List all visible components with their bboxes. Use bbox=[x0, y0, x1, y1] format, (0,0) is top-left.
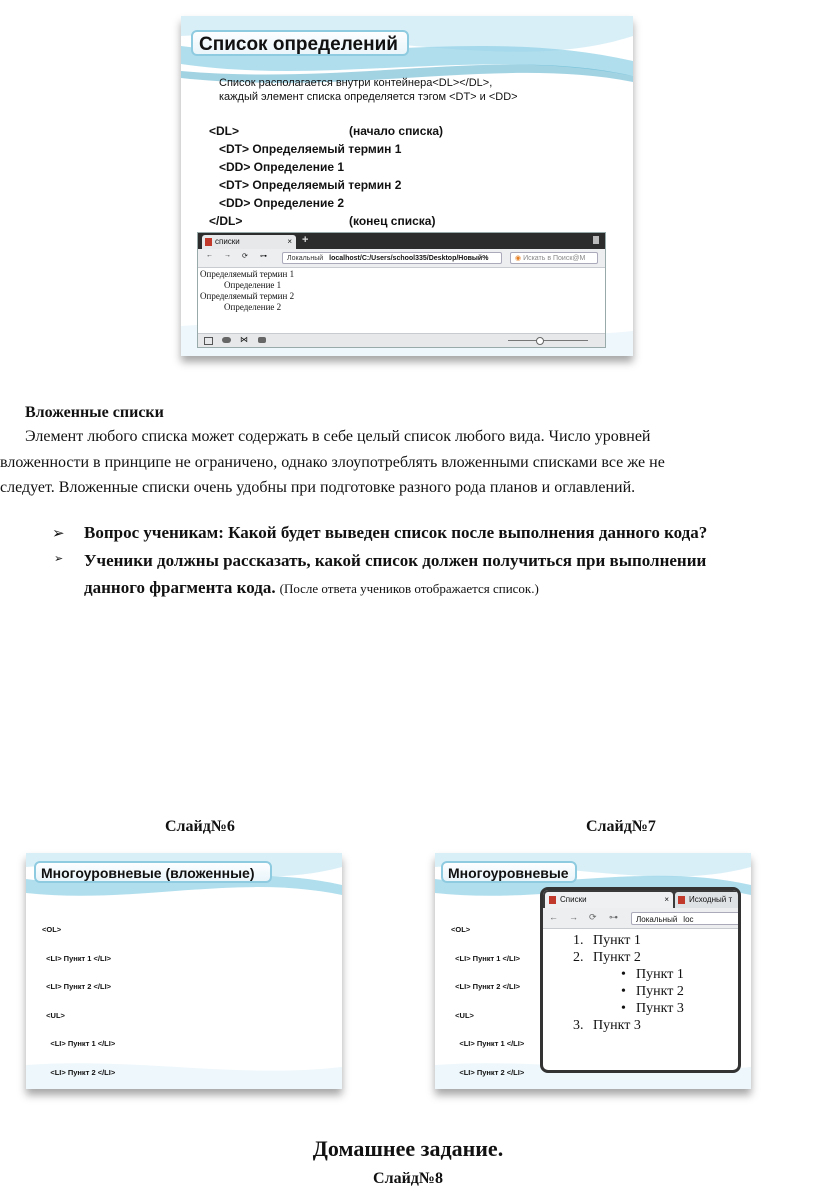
browser-tab[interactable] bbox=[675, 892, 741, 908]
list-marker: • bbox=[621, 967, 626, 982]
status-bar bbox=[198, 333, 605, 347]
nav-bar bbox=[543, 908, 738, 929]
page-icon bbox=[678, 896, 685, 904]
slide-label: Слайд№8 bbox=[373, 1170, 443, 1187]
code-block bbox=[209, 122, 609, 230]
slide-title: Многоуровневые (вложенные) bbox=[34, 861, 272, 883]
list-item bbox=[543, 966, 738, 983]
code-text: </DL> bbox=[209, 214, 243, 228]
browser-window bbox=[197, 232, 606, 348]
slide-definition-list bbox=[181, 16, 633, 356]
list-item bbox=[543, 1000, 738, 1017]
tab-label: списки bbox=[215, 237, 240, 246]
arrow-bullet-icon: ➢ bbox=[54, 553, 64, 565]
section-heading: Вложенные списки bbox=[25, 404, 164, 421]
code-text: <DD> Определение 1 bbox=[219, 160, 345, 174]
page-content bbox=[200, 269, 294, 313]
page-icon bbox=[549, 896, 556, 904]
paragraph-line: следует. Вложенные списки очень удобны при подготовке разного рода планов и оглавлений. bbox=[0, 479, 636, 496]
list-marker: 1. bbox=[573, 933, 584, 948]
page-content bbox=[543, 932, 738, 1034]
reload-icon[interactable]: ⟳ bbox=[242, 253, 248, 260]
code-line bbox=[209, 194, 609, 212]
nav-bar bbox=[198, 249, 605, 268]
code-text: <DT> Определяемый термин 1 bbox=[219, 142, 402, 156]
code-line bbox=[209, 158, 609, 176]
list-marker: • bbox=[621, 984, 626, 999]
zoom-slider[interactable] bbox=[508, 340, 588, 341]
browser-tab[interactable] bbox=[545, 892, 673, 908]
code-line: <OL> bbox=[451, 925, 471, 934]
key-icon[interactable]: ⊶ bbox=[609, 912, 618, 922]
browser-tab[interactable] bbox=[202, 235, 296, 249]
slide-label: Слайд№6 bbox=[165, 818, 235, 835]
code-line: <OL> bbox=[42, 925, 62, 934]
address-bar[interactable] bbox=[282, 252, 502, 264]
slide-title: Список определений bbox=[191, 30, 409, 56]
slide-nested-lists-result bbox=[435, 853, 751, 1089]
code-line: <LI> Пункт 2 </LI> bbox=[42, 982, 112, 991]
list-item bbox=[543, 983, 738, 1000]
slide-title: Многоуровневые bbox=[441, 861, 577, 883]
share-icon[interactable]: ⋈ bbox=[240, 335, 248, 344]
tab-label: Исходный т bbox=[689, 895, 733, 904]
list-item-text: Пункт 2 bbox=[636, 984, 684, 999]
list-marker: • bbox=[621, 1001, 626, 1016]
dt-line: Определяемый термин 1 bbox=[200, 269, 295, 279]
code-line: <LI> Пункт 1 </LI> bbox=[42, 1039, 116, 1048]
slide-nested-lists-code bbox=[26, 853, 342, 1089]
dd-line: Определение 1 bbox=[224, 280, 282, 290]
tab-bar bbox=[198, 233, 605, 249]
list-item-text: Пункт 2 bbox=[593, 950, 641, 965]
dd-line: Определение 2 bbox=[224, 302, 282, 312]
code-line: <LI> Пункт 2 </LI> bbox=[451, 982, 521, 991]
code-line: <LI> Пункт 1 </LI> bbox=[42, 953, 112, 963]
question-text: Вопрос ученикам: Какой будет выведен список после выполнения данного кода? bbox=[84, 523, 708, 542]
reload-icon[interactable]: ⟳ bbox=[589, 912, 597, 922]
list-marker: 3. bbox=[573, 1018, 584, 1033]
code-line: <LI> Пункт 1 </LI> bbox=[451, 953, 521, 963]
page-icon bbox=[205, 238, 212, 246]
description-line: каждый элемент списка определяется тэгом <DT> и <DD> bbox=[219, 91, 518, 103]
paragraph-line: вложенности в принципе не ограничено, однако злоупотреблять вложенными списками все же не bbox=[0, 454, 665, 471]
forward-icon[interactable]: → bbox=[224, 252, 231, 259]
list-item-text: Пункт 3 bbox=[593, 1018, 641, 1033]
menu-icon[interactable] bbox=[593, 236, 599, 244]
close-icon[interactable]: × bbox=[664, 895, 669, 904]
code-line bbox=[209, 176, 609, 194]
site-identity-label: Локальный bbox=[636, 915, 678, 924]
list-item bbox=[543, 932, 738, 949]
list-marker: 2. bbox=[573, 950, 584, 965]
cloud-icon[interactable] bbox=[222, 337, 231, 343]
code-text: <DD> Определение 2 bbox=[219, 196, 345, 210]
code-line: <UL> bbox=[42, 1010, 65, 1020]
new-tab-button[interactable]: + bbox=[302, 234, 309, 246]
code-line bbox=[209, 212, 609, 230]
code-line: <UL> bbox=[451, 1010, 474, 1020]
url-text: loc bbox=[683, 915, 694, 924]
code-line bbox=[209, 122, 609, 140]
slide-label: Слайд№7 bbox=[586, 818, 656, 835]
search-icon: ◉ bbox=[515, 255, 522, 262]
address-bar[interactable] bbox=[631, 912, 741, 925]
code-line: <LI> Пункт 2 </LI> bbox=[451, 1067, 525, 1077]
question-text-line2 bbox=[84, 578, 539, 598]
url-text: localhost/C:/Users/school335/Desktop/Новый% bbox=[329, 255, 489, 262]
code-text: <DT> Определяемый термин 2 bbox=[219, 178, 402, 192]
back-icon[interactable]: ← bbox=[549, 912, 558, 922]
description-line: Список располагается внутри контейнера<DL></DL>, bbox=[219, 77, 493, 89]
list-item-text: Пункт 3 bbox=[636, 1001, 684, 1016]
key-icon[interactable]: ⊶ bbox=[260, 253, 267, 260]
code-comment: (начало списка) bbox=[349, 124, 444, 138]
code-line bbox=[209, 140, 609, 158]
arrow-bullet-icon: ➢ bbox=[52, 526, 65, 542]
addon-icon[interactable] bbox=[204, 337, 213, 345]
list-item bbox=[543, 1017, 738, 1034]
dt-line: Определяемый термин 2 bbox=[200, 291, 295, 301]
question-text: Ученики должны рассказать, какой список должен получиться при выполнении bbox=[84, 551, 707, 570]
question-text: данного фрагмента кода. bbox=[84, 578, 276, 597]
search-box[interactable] bbox=[510, 252, 598, 264]
code-block bbox=[42, 906, 115, 1089]
homework-heading: Домашнее задание. bbox=[312, 1136, 504, 1161]
question-note: (После ответа учеников отображается список.) bbox=[279, 581, 539, 596]
slide-description bbox=[219, 76, 518, 104]
list-item-text: Пункт 1 bbox=[593, 933, 641, 948]
close-icon[interactable]: × bbox=[287, 237, 292, 246]
code-text: <DL> bbox=[209, 124, 240, 138]
tab-label: Списки bbox=[560, 895, 587, 904]
site-identity-label: Локальный bbox=[287, 255, 324, 262]
forward-icon[interactable]: → bbox=[569, 912, 578, 922]
tab-bar bbox=[543, 890, 738, 908]
code-comment: (конец списка) bbox=[349, 214, 436, 228]
code-line: <LI> Пункт 2 </LI> bbox=[42, 1067, 116, 1077]
zoom-slider-handle[interactable] bbox=[536, 337, 544, 345]
paragraph-line: Элемент любого списка может содержать в себе целый список любого вида. Число уровней bbox=[25, 428, 651, 445]
list-item bbox=[543, 949, 738, 966]
search-placeholder: Искать в Поиск@M bbox=[523, 255, 586, 262]
camera-icon[interactable] bbox=[258, 337, 266, 343]
list-item-text: Пункт 1 bbox=[636, 967, 684, 982]
code-block bbox=[451, 906, 524, 1089]
code-line: <LI> Пункт 1 </LI> bbox=[451, 1039, 525, 1048]
browser-window bbox=[540, 887, 741, 1073]
back-icon[interactable]: ← bbox=[206, 252, 213, 259]
